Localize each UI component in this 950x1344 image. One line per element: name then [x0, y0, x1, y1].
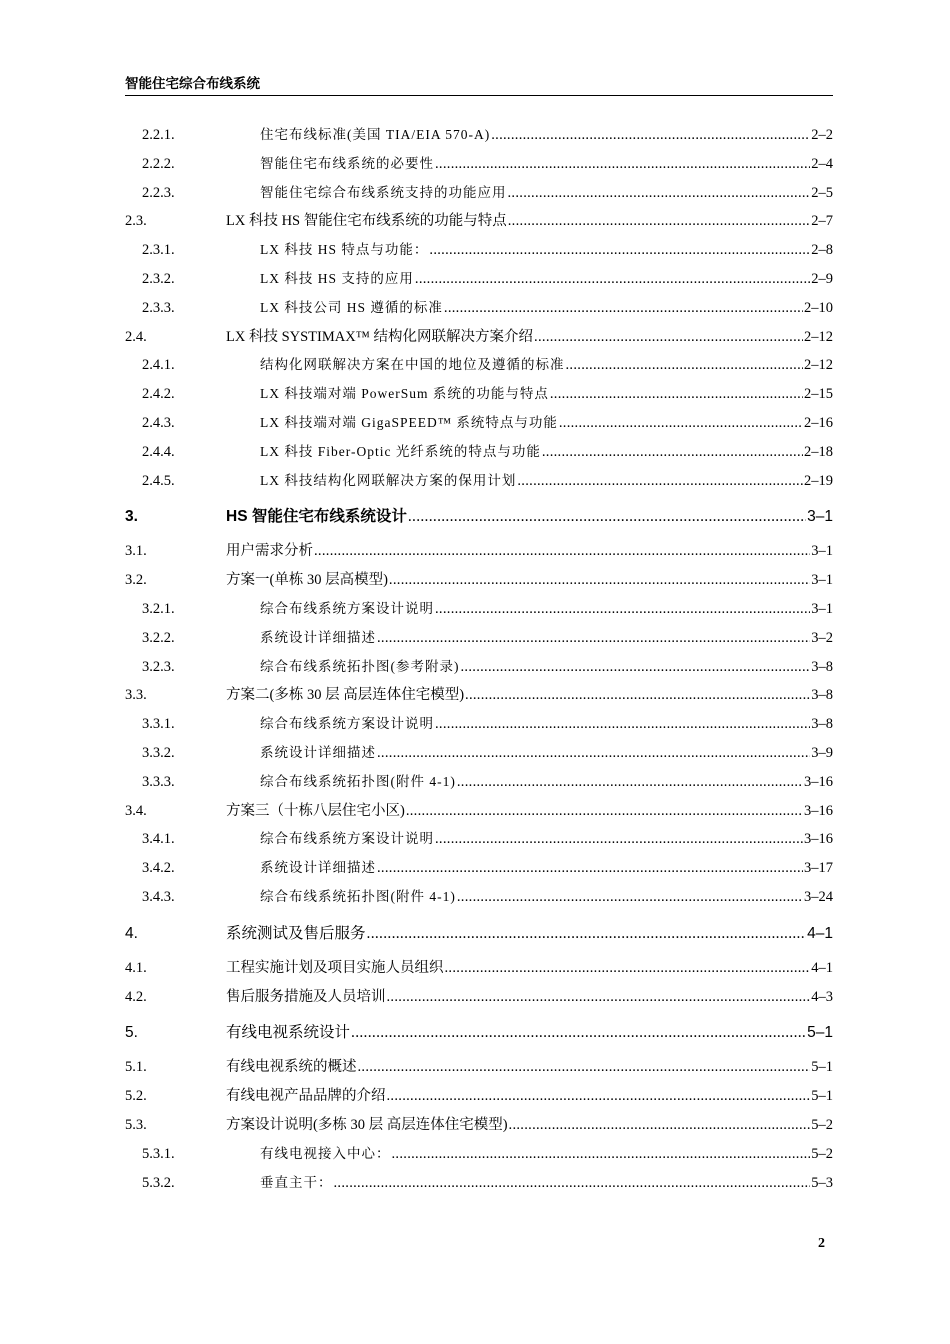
toc-entry[interactable] — [125, 1013, 833, 1053]
toc-entry-number: 3.4.3. — [142, 888, 175, 905]
toc-entry[interactable] — [125, 1082, 833, 1111]
toc-entry-number: 3.2.1. — [142, 600, 175, 617]
toc-entry-title: 综合布线系统拓扑图(参考附录) — [260, 658, 460, 674]
toc-entry-title: 综合布线系统方案设计说明 — [260, 831, 434, 847]
toc-entry-title: LX 科技 SYSTIMAX™ 结构化网联解决方案介绍 — [226, 328, 534, 345]
page-number: 2 — [818, 1236, 825, 1251]
toc-entry-page: 2–12 — [804, 328, 833, 345]
toc-entry-number: 2.4.5. — [142, 472, 175, 489]
toc-entry-number: 5.1. — [125, 1059, 147, 1076]
toc-entry-page: 2–12 — [804, 357, 833, 374]
toc-entry-page: 3–2 — [811, 629, 833, 646]
toc-entry-page: 3–8 — [811, 687, 833, 704]
toc-entry[interactable] — [125, 380, 833, 409]
toc-entry[interactable] — [125, 653, 833, 682]
toc-leader-dots — [465, 681, 810, 710]
toc-entry-page: 3–17 — [804, 860, 833, 877]
toc-entry-number: 2.4.4. — [142, 443, 175, 460]
toc-leader-dots — [445, 954, 811, 983]
toc-leader-dots — [389, 566, 810, 595]
toc-entry-title: 住宅布线标准(美国 TIA/EIA 570-A) — [260, 127, 491, 142]
toc-entry-title: LX 科技端对端 GigaSPEED™ 系统特点与功能 — [260, 414, 558, 430]
toc-entry-page: 3–24 — [804, 888, 833, 905]
toc-entry-page: 5–3 — [811, 1174, 833, 1191]
toc-entry-title: 智能住宅布线系统的必要性 — [260, 155, 434, 171]
toc-entry-title: LX 科技 Fiber-Optic 光纤系统的特点与功能 — [260, 443, 541, 459]
toc-entry-title: 系统设计详细描述 — [260, 860, 376, 876]
toc-entry-page: 3–16 — [804, 802, 833, 819]
toc-entry[interactable] — [125, 1169, 833, 1198]
toc-entry[interactable] — [125, 983, 833, 1012]
toc-entry[interactable] — [125, 954, 833, 983]
toc-entry-number: 5.2. — [125, 1088, 147, 1105]
toc-entry-page: 2–4 — [811, 155, 833, 172]
toc-entry-page: 5–1 — [807, 1024, 833, 1042]
toc-leader-dots — [517, 467, 803, 496]
toc-leader-dots — [367, 914, 807, 954]
toc-entry-page: 4–1 — [811, 959, 833, 976]
toc-entry[interactable] — [125, 566, 833, 595]
toc-entry[interactable] — [125, 265, 833, 294]
toc-entry-title: 结构化网联解决方案在中国的地位及遵循的标准 — [260, 357, 565, 373]
toc-entry-number: 3.2. — [125, 572, 147, 589]
toc-entry-page: 5–1 — [811, 1088, 833, 1105]
toc-entry[interactable] — [125, 883, 833, 912]
toc-entry-page: 2–9 — [811, 270, 833, 287]
toc-entry-title: 综合布线系统拓扑图(附件 4-1) — [260, 888, 456, 904]
toc-leader-dots — [334, 1169, 811, 1198]
toc-entry-number: 3.2.2. — [142, 629, 175, 646]
toc-entry-title: 有线电视接入中心： — [260, 1145, 391, 1161]
toc-leader-dots — [457, 768, 803, 797]
toc-entry-page: 2–16 — [804, 414, 833, 431]
toc-entry-number: 2.3. — [125, 213, 147, 230]
toc-entry-number: 3.3.2. — [142, 744, 175, 761]
toc-entry-number: 4. — [125, 924, 138, 942]
toc-leader-dots — [566, 351, 804, 380]
toc-entry[interactable] — [125, 438, 833, 467]
toc-entry[interactable] — [125, 497, 833, 537]
toc-entry[interactable] — [125, 294, 833, 323]
toc-entry-number: 3.3.3. — [142, 773, 175, 790]
toc-entry-number: 3.3.1. — [142, 716, 175, 733]
toc-entry-title: LX 科技 HS 支持的应用 — [260, 270, 414, 286]
toc-entry[interactable] — [125, 121, 833, 150]
toc-entry[interactable] — [125, 768, 833, 797]
toc-entry-number: 5. — [125, 1024, 138, 1042]
toc-entry-title: 有线电视系统设计 — [226, 1024, 351, 1042]
toc-entry-title: 综合布线系统方案设计说明 — [260, 600, 434, 616]
toc-leader-dots — [377, 624, 810, 653]
toc-entry[interactable] — [125, 914, 833, 954]
toc-entry[interactable] — [125, 825, 833, 854]
table-of-contents — [125, 121, 833, 1197]
toc-entry-title: 有线电视产品品牌的介绍 — [226, 1088, 386, 1105]
toc-entry[interactable] — [125, 150, 833, 179]
toc-leader-dots — [461, 653, 811, 682]
toc-entry-title: LX 科技公司 HS 遵循的标准 — [260, 299, 443, 315]
toc-entry[interactable] — [125, 797, 833, 826]
toc-leader-dots — [508, 207, 811, 236]
toc-leader-dots — [508, 179, 811, 208]
toc-entry-title: HS 智能住宅布线系统设计 — [226, 508, 407, 526]
toc-entry-title: 售后服务措施及人员培训 — [226, 988, 386, 1005]
toc-leader-dots — [550, 380, 803, 409]
toc-entry-number: 3.3. — [125, 687, 147, 704]
toc-entry-title: 系统测试及售后服务 — [226, 924, 366, 942]
toc-entry-page: 3–1 — [807, 508, 833, 526]
toc-entry-number: 3.4. — [125, 802, 147, 819]
toc-entry-number: 3.4.2. — [142, 860, 175, 877]
toc-entry-number: 2.2.3. — [142, 184, 175, 201]
toc-entry-page: 2–8 — [811, 242, 833, 259]
toc-leader-dots — [435, 150, 810, 179]
toc-entry-title: 工程实施计划及项目实施人员组织 — [226, 959, 444, 976]
toc-entry-page: 4–1 — [807, 924, 833, 942]
toc-entry[interactable] — [125, 595, 833, 624]
toc-entry-page: 3–1 — [811, 600, 833, 617]
toc-entry-page: 5–2 — [811, 1145, 833, 1162]
toc-entry-page: 3–8 — [811, 716, 833, 733]
toc-entry-page: 5–2 — [811, 1116, 833, 1133]
toc-leader-dots — [415, 265, 810, 294]
toc-entry-title: 系统设计详细描述 — [260, 629, 376, 645]
header-title: 智能住宅综合布线系统 — [125, 76, 260, 91]
toc-entry-page: 3–16 — [804, 831, 833, 848]
toc-entry-title: 综合布线系统拓扑图(附件 4-1) — [260, 773, 456, 789]
toc-leader-dots — [392, 1140, 811, 1169]
toc-leader-dots — [406, 797, 803, 826]
toc-entry-number: 5.3.1. — [142, 1145, 175, 1162]
toc-leader-dots — [377, 739, 810, 768]
toc-entry-title: 方案设计说明(多栋 30 层 高层连体住宅模型) — [226, 1116, 508, 1133]
toc-entry-number: 2.3.2. — [142, 270, 175, 287]
toc-entry-title: 综合布线系统方案设计说明 — [260, 716, 434, 732]
toc-entry[interactable] — [125, 1140, 833, 1169]
toc-entry[interactable] — [125, 467, 833, 496]
toc-entry-number: 3.1. — [125, 543, 147, 560]
toc-leader-dots — [559, 409, 803, 438]
toc-entry-title: LX 科技 HS 智能住宅布线系统的功能与特点 — [226, 213, 507, 230]
toc-entry[interactable] — [125, 409, 833, 438]
toc-entry-title: 方案三（十栋八层住宅小区) — [226, 802, 405, 819]
toc-entry[interactable] — [125, 236, 833, 265]
toc-entry-title: 智能住宅综合布线系统支持的功能应用 — [260, 184, 507, 200]
toc-entry-title: 方案一(单栋 30 层高模型) — [226, 572, 388, 589]
toc-entry[interactable] — [125, 710, 833, 739]
toc-entry-number: 2.4.2. — [142, 386, 175, 403]
toc-entry-title: 用户需求分析 — [226, 543, 313, 560]
toc-leader-dots — [534, 323, 803, 352]
toc-leader-dots — [444, 294, 803, 323]
toc-entry[interactable] — [125, 1111, 833, 1140]
toc-entry-page: 4–3 — [811, 988, 833, 1005]
toc-entry[interactable] — [125, 323, 833, 352]
toc-entry-number: 4.2. — [125, 988, 147, 1005]
toc-leader-dots — [435, 710, 810, 739]
toc-entry-number: 2.4. — [125, 328, 147, 345]
toc-leader-dots — [387, 983, 811, 1012]
toc-entry-number: 5.3.2. — [142, 1174, 175, 1191]
toc-entry[interactable] — [125, 179, 833, 208]
toc-entry-title: 有线电视系统的概述 — [226, 1059, 357, 1076]
toc-entry-number: 3. — [125, 508, 138, 526]
toc-leader-dots — [377, 854, 803, 883]
toc-entry-page: 5–1 — [811, 1059, 833, 1076]
toc-entry-number: 2.3.1. — [142, 242, 175, 259]
toc-leader-dots — [314, 537, 810, 566]
toc-entry-title: LX 科技端对端 PowerSum 系统的功能与特点 — [260, 386, 549, 402]
toc-entry-page: 3–16 — [804, 773, 833, 790]
toc-entry-page: 3–9 — [811, 744, 833, 761]
toc-entry-page: 2–15 — [804, 386, 833, 403]
toc-leader-dots — [509, 1111, 811, 1140]
toc-entry-number: 2.4.3. — [142, 414, 175, 431]
toc-entry-page: 3–1 — [811, 543, 833, 560]
toc-entry[interactable] — [125, 537, 833, 566]
toc-leader-dots — [457, 883, 803, 912]
toc-leader-dots — [435, 825, 803, 854]
toc-entry-title: LX 科技 HS 特点与功能： — [260, 242, 429, 258]
toc-leader-dots — [435, 595, 810, 624]
toc-entry[interactable] — [125, 1053, 833, 1082]
toc-entry-title: 方案二(多栋 30 层 高层连体住宅模型) — [226, 687, 465, 704]
toc-entry[interactable] — [125, 207, 833, 236]
toc-leader-dots — [358, 1053, 811, 1082]
toc-entry-number: 3.4.1. — [142, 831, 175, 848]
toc-leader-dots — [542, 438, 803, 467]
toc-entry-page: 2–7 — [811, 213, 833, 230]
toc-entry-page: 2–2 — [811, 127, 833, 143]
toc-entry-number: 4.1. — [125, 959, 147, 976]
toc-entry-page: 2–19 — [804, 472, 833, 489]
toc-entry-number: 2.2.1. — [142, 127, 175, 143]
toc-entry-number: 3.2.3. — [142, 658, 175, 675]
toc-leader-dots — [429, 236, 810, 265]
toc-entry[interactable] — [125, 351, 833, 380]
toc-entry-page: 2–18 — [804, 443, 833, 460]
toc-entry-number: 2.2.2. — [142, 155, 175, 172]
toc-leader-dots — [351, 1013, 806, 1053]
toc-entry-number: 2.3.3. — [142, 299, 175, 316]
toc-entry-page: 2–10 — [804, 299, 833, 316]
toc-entry-page: 3–1 — [811, 572, 833, 589]
toc-entry-title: LX 科技结构化网联解决方案的保用计划 — [260, 472, 517, 488]
toc-leader-dots — [491, 121, 810, 150]
toc-entry-page: 3–8 — [811, 658, 833, 675]
toc-leader-dots — [408, 497, 806, 537]
toc-entry[interactable] — [125, 854, 833, 883]
toc-entry-page: 2–5 — [811, 184, 833, 201]
toc-entry-number: 2.4.1. — [142, 357, 175, 374]
page-header — [125, 72, 833, 96]
toc-entry[interactable] — [125, 624, 833, 653]
toc-entry-title: 垂直主干： — [260, 1174, 333, 1190]
toc-leader-dots — [387, 1082, 811, 1111]
toc-entry[interactable] — [125, 739, 833, 768]
toc-entry[interactable] — [125, 681, 833, 710]
toc-entry-title: 系统设计详细描述 — [260, 744, 376, 760]
toc-entry-number: 5.3. — [125, 1116, 147, 1133]
